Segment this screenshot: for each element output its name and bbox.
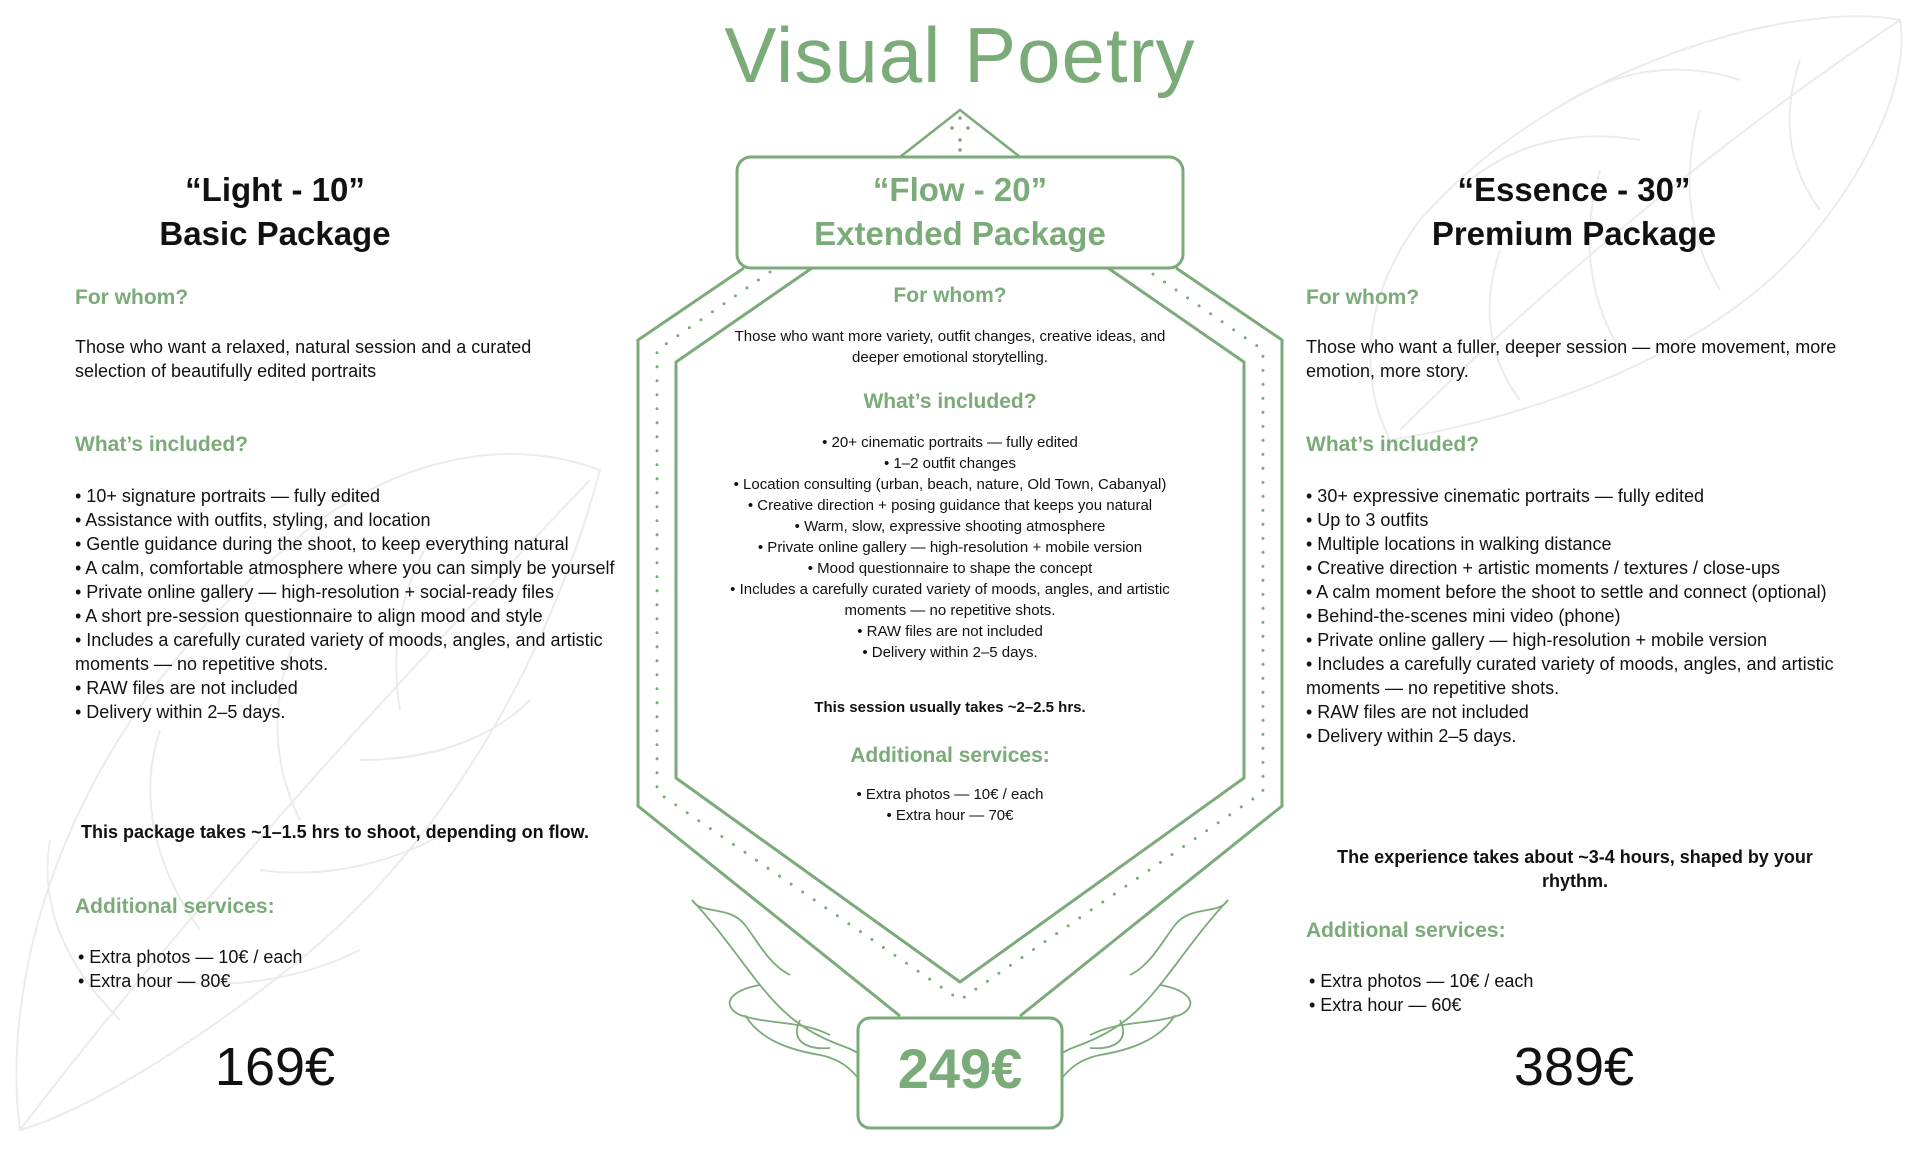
- package-essence-tier: Premium Package: [1431, 215, 1717, 252]
- list-item: • 30+ expressive cinematic portraits — fully edited: [1306, 486, 1704, 506]
- list-item: • Includes a carefully curated variety of moods, angles, and artistic moments — no repetitive shots.: [75, 630, 603, 674]
- package-essence-price: 389€: [1513, 1037, 1635, 1097]
- package-light-additional-list: [78, 945, 478, 993]
- package-light-included-list: [75, 484, 620, 724]
- list-item: • Extra hour — 70€: [886, 807, 1014, 824]
- list-item: • Mood questionnaire to shape the concept: [807, 560, 1093, 577]
- list-item: • A calm, comfortable atmosphere where you can simply be yourself: [75, 558, 615, 578]
- list-item: • Includes a carefully curated variety of moods, angles, and artistic moments — no repetitive shots.: [1306, 654, 1834, 698]
- list-item: • Assistance with outfits, styling, and location: [75, 510, 431, 530]
- package-essence-name: “Essence - 30”: [1457, 171, 1691, 208]
- package-flow-tier: Extended Package: [814, 215, 1106, 252]
- package-light-for-whom-text: Those who want a relaxed, natural session and a curated selection of beautifully edited portraits: [75, 337, 532, 381]
- frame-top-dots: [950, 116, 970, 152]
- list-item: • A short pre-session questionnaire to align mood and style: [75, 606, 543, 626]
- package-light-tier: Basic Package: [159, 215, 391, 252]
- list-item: • Extra photos — 10€ / each: [856, 786, 1044, 803]
- package-flow-included-heading: What’s included?: [863, 390, 1037, 413]
- list-item: • Gentle guidance during the shoot, to keep everything natural: [75, 534, 569, 554]
- list-item: • Location consulting (urban, beach, nature, Old Town, Cabanyal): [733, 476, 1167, 493]
- package-flow-included-list: [730, 432, 1170, 663]
- package-essence-for-whom-heading: For whom?: [1306, 286, 1420, 309]
- list-item: • Delivery within 2–5 days.: [75, 702, 286, 722]
- list-item: • Extra photos — 10€ / each: [78, 947, 303, 967]
- package-flow-additional-list: [710, 784, 1190, 826]
- package-light-name: “Light - 10”: [185, 171, 365, 208]
- package-flow-price: 249€: [897, 1037, 1023, 1100]
- list-item: • 20+ cinematic portraits — fully edited: [822, 434, 1078, 451]
- package-flow-for-whom-text: Those who want more variety, outfit changes, creative ideas, and deeper emotional storytelling.: [734, 328, 1166, 366]
- list-item: • Warm, slow, expressive shooting atmosphere: [794, 518, 1106, 535]
- package-light-additional-heading: Additional services:: [75, 895, 275, 918]
- list-item: • Delivery within 2–5 days.: [1306, 726, 1517, 746]
- list-item: • RAW files are not included: [857, 623, 1043, 640]
- package-light-price: 169€: [214, 1037, 336, 1097]
- package-essence-for-whom-text: Those who want a fuller, deeper session — more movement, more emotion, more story.: [1306, 337, 1837, 381]
- package-light-title: [75, 168, 475, 256]
- list-item: • Delivery within 2–5 days.: [862, 644, 1038, 661]
- list-item: • Behind-the-scenes mini video (phone): [1306, 606, 1621, 626]
- list-item: • Private online gallery — high-resolution + social-ready files: [75, 582, 555, 602]
- list-item: • Creative direction + posing guidance that keeps you natural: [747, 497, 1153, 514]
- list-item: • 1–2 outfit changes: [883, 455, 1016, 472]
- list-item: • RAW files are not included: [1306, 702, 1529, 722]
- package-flow-body: [710, 284, 1190, 826]
- list-item: • Multiple locations in walking distance: [1306, 534, 1612, 554]
- package-light-duration: This package takes ~1–1.5 hrs to shoot, depending on flow.: [81, 822, 589, 842]
- list-item: • A calm moment before the shoot to settle and connect (optional): [1306, 582, 1827, 602]
- list-item: • Private online gallery — high-resolution + mobile version: [1306, 630, 1768, 650]
- package-essence-title: [1374, 168, 1774, 256]
- package-light-included-heading: What’s included?: [75, 433, 249, 456]
- page-title: Visual Poetry: [724, 11, 1196, 99]
- list-item: • Extra hour — 80€: [78, 971, 231, 991]
- list-item: • 10+ signature portraits — fully edited: [75, 486, 380, 506]
- package-flow-name: “Flow - 20”: [872, 171, 1048, 208]
- package-essence-included-heading: What’s included?: [1306, 433, 1480, 456]
- package-flow-duration: This session usually takes ~2–2.5 hrs.: [814, 699, 1086, 716]
- package-light-for-whom-heading: For whom?: [75, 286, 189, 309]
- package-essence-additional-heading: Additional services:: [1306, 919, 1506, 942]
- list-item: • Extra hour — 60€: [1309, 995, 1462, 1015]
- package-flow-for-whom-heading: For whom?: [893, 284, 1007, 307]
- package-essence-duration: The experience takes about ~3-4 hours, shaped by your rhythm.: [1337, 847, 1813, 891]
- package-flow-title: [737, 168, 1183, 256]
- list-item: • Extra photos — 10€ / each: [1309, 971, 1534, 991]
- list-item: • Up to 3 outfits: [1306, 510, 1429, 530]
- list-item: • RAW files are not included: [75, 678, 298, 698]
- list-item: • Creative direction + artistic moments / textures / close-ups: [1306, 558, 1780, 578]
- package-essence-additional-list: [1309, 969, 1709, 1017]
- package-essence-included-list: [1306, 484, 1846, 748]
- list-item: • Private online gallery — high-resolution + mobile version: [757, 539, 1143, 556]
- list-item: • Includes a carefully curated variety of moods, angles, and artistic moments — no repetitive shots.: [730, 581, 1170, 619]
- package-flow-additional-heading: Additional services:: [850, 744, 1050, 767]
